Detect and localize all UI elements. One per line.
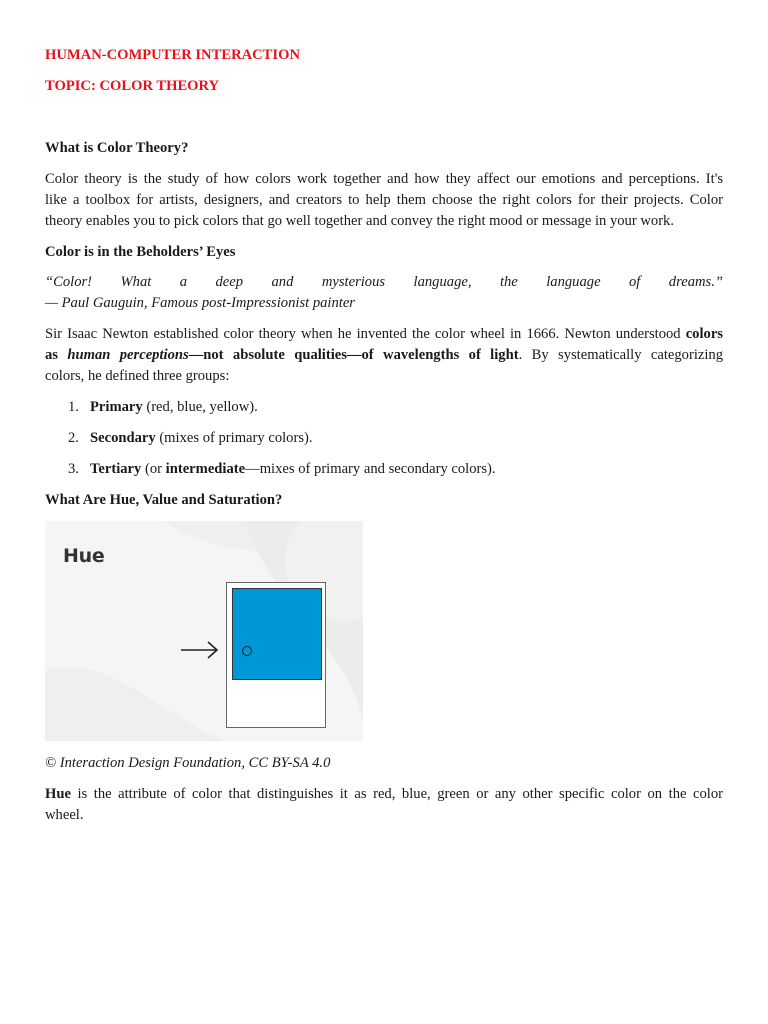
hue-figure (45, 521, 363, 741)
list-number: 3. (68, 461, 79, 477)
arrow-right-icon (179, 639, 221, 661)
paragraph-line (45, 345, 723, 366)
list-item-secondary (45, 429, 313, 447)
text-run: Sir Isaac Newton established color theory when he invented the color wheel in 1666. Newton understood (45, 326, 686, 342)
figure-caption: © Interaction Design Foundation, CC BY-SA 4.0 (45, 755, 331, 771)
topic-title: TOPIC: COLOR THEORY (45, 78, 220, 94)
figure-title: Hue (63, 545, 105, 567)
paragraph-line (45, 784, 723, 805)
heading-hue-value-saturation: What Are Hue, Value and Saturation? (45, 492, 283, 508)
hue-card (226, 582, 326, 728)
list-text: (red, blue, yellow). (142, 399, 258, 415)
quote-text: “Color! What a deep and mysterious language, the language of dreams.” (45, 274, 723, 290)
paragraph-hue-definition (45, 784, 723, 826)
gauguin-quote (45, 272, 723, 314)
course-title: HUMAN-COMPUTER INTERACTION (45, 47, 300, 63)
list-term: Secondary (90, 430, 156, 446)
circle-marker-icon (242, 646, 252, 656)
bold-italic-run: human perceptions (67, 346, 189, 363)
paragraph-line: theory enables you to pick colors that go well together and convey the right mood or message in your work. (45, 212, 674, 229)
heading-beholders-eyes: Color is in the Beholders’ Eyes (45, 244, 236, 260)
list-item-tertiary (45, 460, 496, 478)
heading-what-is-color-theory: What is Color Theory? (45, 140, 189, 156)
paragraph-newton (45, 324, 723, 386)
list-text: (mixes of primary colors). (155, 430, 313, 446)
bold-run: —not absolute qualities—of wavelengths of light (188, 346, 519, 363)
bold-run: colors (685, 326, 723, 342)
paragraph-line: like a toolbox for artists, designers, and creators to help them choose the right colors for their projects. Color (45, 191, 723, 208)
paragraph-line: Color theory is the study of how colors work together and how they affect our emotions and perceptions. It's (45, 171, 723, 187)
bold-run: Hue (45, 786, 71, 802)
list-term: intermediate (165, 461, 246, 477)
paragraph-line: wheel. (45, 806, 84, 823)
hue-swatch (232, 588, 322, 680)
list-item-primary (45, 398, 258, 416)
list-text: —mixes of primary and secondary colors). (245, 461, 496, 477)
quote-attribution: — Paul Gauguin, Famous post-Impressionist painter (45, 294, 355, 311)
paragraph-line: colors, he defined three groups: (45, 367, 230, 384)
list-number: 2. (68, 430, 79, 446)
text-run: is the attribute of color that distinguishes it as red, blue, green or any other specific color on the color (70, 786, 723, 802)
list-text: (or (141, 461, 166, 477)
text-run: . By systematically categorizing (518, 346, 724, 363)
paragraph-line (45, 324, 723, 345)
list-term: Primary (90, 399, 143, 415)
paragraph-color-theory-definition (45, 169, 723, 231)
bold-run: as (45, 346, 68, 363)
list-term: Tertiary (90, 461, 142, 477)
list-number: 1. (68, 399, 79, 415)
